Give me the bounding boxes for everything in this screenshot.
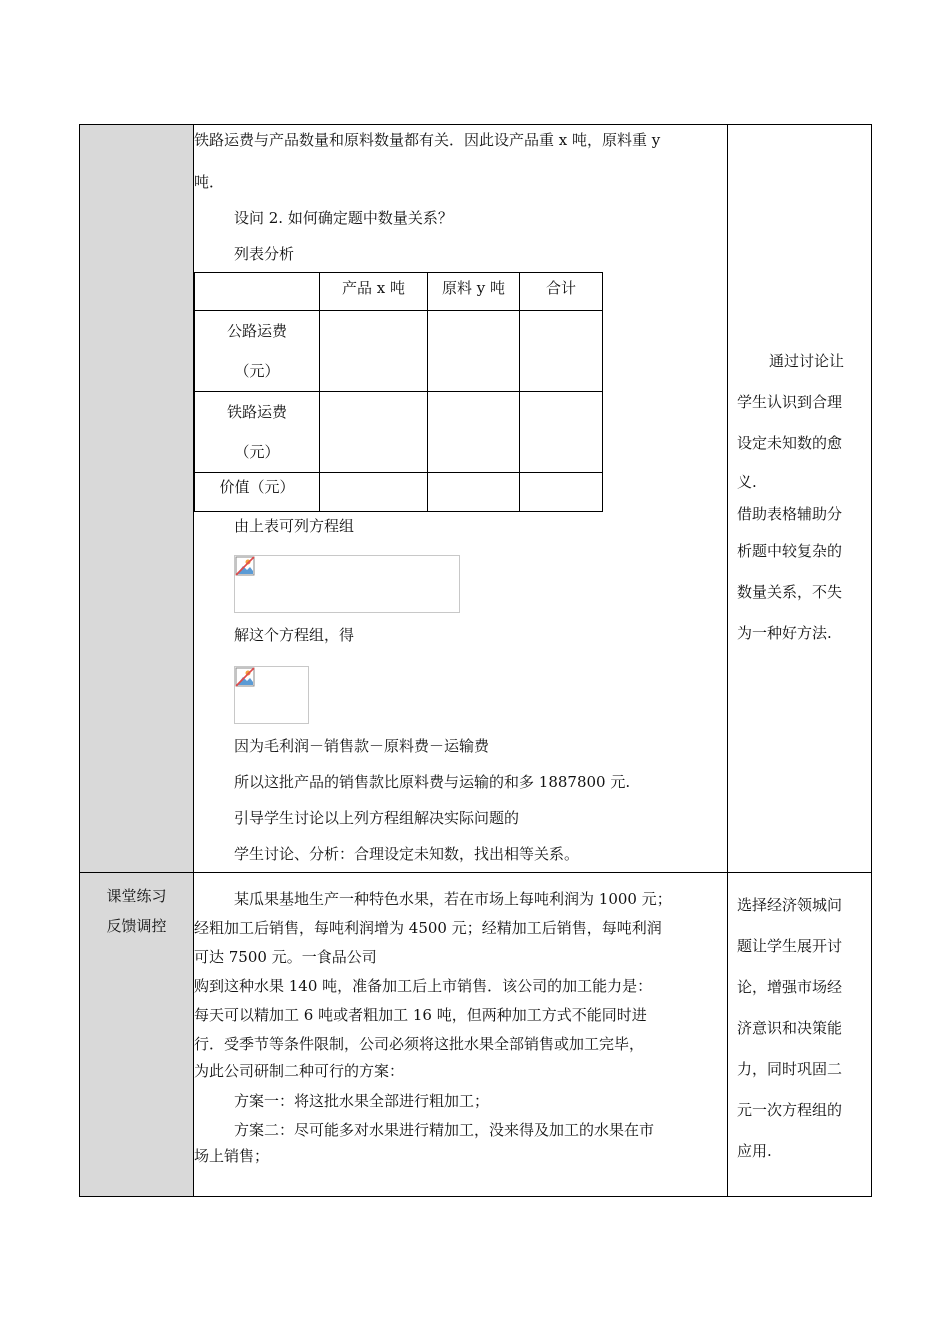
table-cell <box>320 473 428 512</box>
table-cell <box>520 311 603 392</box>
text-line: 经粗加工后销售，每吨利润增为 4500 元；经精加工后销售，每吨利润 <box>194 919 662 937</box>
analysis-row-label <box>195 392 320 473</box>
side-note-line: 借助表格辅助分 <box>737 505 843 523</box>
analysis-row-label <box>195 473 320 512</box>
content-cell <box>194 125 728 873</box>
left-label-cell-empty <box>80 125 194 873</box>
table-cell <box>428 392 520 473</box>
text-line: 可达 7500 元。一食品公司 <box>194 948 377 966</box>
text-line: 吨． <box>194 173 225 191</box>
side-note-line: 济意识和决策能 <box>737 1019 843 1037</box>
text-line: 因为毛利润－销售款－原料费－运输费 <box>234 737 490 755</box>
equation-image <box>234 555 460 613</box>
solution-image <box>234 666 309 724</box>
side-note-line: 设定未知数的愈 <box>737 434 843 452</box>
analysis-row-label <box>195 311 320 392</box>
row-label-line: 铁路运费 <box>226 403 287 421</box>
side-note-line: 义. <box>737 473 757 491</box>
text-line: 购到这种水果 140 吨，准备加工后上市销售．该公司的加工能力是： <box>194 977 653 995</box>
side-note-line: 为一种好方法. <box>737 624 832 642</box>
row-label-line: 价值（元） <box>219 478 295 496</box>
side-note-line: 论，增强市场经 <box>737 978 843 996</box>
side-note-line: 应用. <box>737 1142 772 1160</box>
text-line: 铁路运费与产品数量和原料数量都有关．因此设产品重 x 吨，原料重 y <box>194 131 661 149</box>
text-line: 引导学生讨论以上列方程组解决实际问题的 <box>234 809 520 827</box>
practice-side-note-cell <box>728 873 872 1197</box>
question-text: 设问 2. 如何确定题中数量关系？ <box>234 209 453 227</box>
row-discussion <box>80 125 872 873</box>
table-header-cell: 合计 <box>520 273 603 311</box>
row-label-line: 公路运费 <box>226 322 287 340</box>
section-label: 课堂练习 <box>106 887 167 905</box>
table-cell <box>520 473 603 512</box>
table-cell <box>320 311 428 392</box>
analysis-row <box>195 311 603 392</box>
text-line: 解这个方程组，得 <box>234 626 355 644</box>
text-line: 某瓜果基地生产一种特色水果，若在市场上每吨利润为 1000 元； <box>234 890 672 908</box>
analysis-row <box>195 473 603 512</box>
side-note-line: 学生认识到合理 <box>737 393 843 411</box>
practice-content-cell <box>194 873 728 1197</box>
text-line: 方案一：将这批水果全部进行粗加工； <box>234 1092 490 1110</box>
table-cell <box>428 311 520 392</box>
row-label-line: （元） <box>234 443 280 461</box>
side-note-line: 元一次方程组的 <box>737 1101 843 1119</box>
table-cell <box>520 392 603 473</box>
section-label: 反馈调控 <box>106 917 167 935</box>
row-label-line: （元） <box>234 362 280 380</box>
side-note-line: 选择经济领城问 <box>737 896 843 914</box>
broken-image-icon <box>235 667 255 687</box>
analysis-row <box>195 392 603 473</box>
text-line: 为此公司研制二种可行的方案： <box>194 1062 405 1080</box>
broken-image-icon <box>235 556 255 576</box>
left-label-cell <box>80 873 194 1197</box>
table-header-cell: 产品 x 吨 <box>320 273 428 311</box>
text-line: 场上销售； <box>194 1147 270 1165</box>
side-note-line: 析题中较复杂的 <box>737 542 843 560</box>
list-analysis-text: 列表分析 <box>234 245 295 263</box>
text-line: 行．受季节等条件限制，公司必须将这批水果全部销售或加工完毕， <box>194 1035 645 1053</box>
text-line: 所以这批产品的销售款比原料费与运输的和多 1887800 元. <box>234 773 631 791</box>
side-note-line: 数量关系，不失 <box>737 583 843 601</box>
row-practice <box>80 873 872 1197</box>
side-note-line: 通过讨论让 <box>769 352 845 370</box>
table-cell <box>428 473 520 512</box>
side-note-line: 题让学生展开讨 <box>737 937 843 955</box>
text-line: 方案二：尽可能多对水果进行精加工，没来得及加工的水果在市 <box>234 1121 655 1139</box>
table-header-cell: 原料 y 吨 <box>428 273 520 311</box>
table-header-cell <box>195 273 320 311</box>
table-cell <box>320 392 428 473</box>
text-line: 每天可以精加工 6 吨或者粗加工 16 吨，但两种加工方式不能同时进 <box>194 1006 647 1024</box>
text-line: 学生讨论、分析：合理设定未知数，找出相等关系。 <box>234 845 580 863</box>
side-note-line: 力，同时巩固二 <box>737 1060 843 1078</box>
analysis-table <box>194 272 603 512</box>
lesson-plan-table <box>79 124 872 1197</box>
text-line: 由上表可列方程组 <box>234 517 355 535</box>
analysis-header-row <box>195 273 603 311</box>
side-note-cell <box>728 125 872 873</box>
